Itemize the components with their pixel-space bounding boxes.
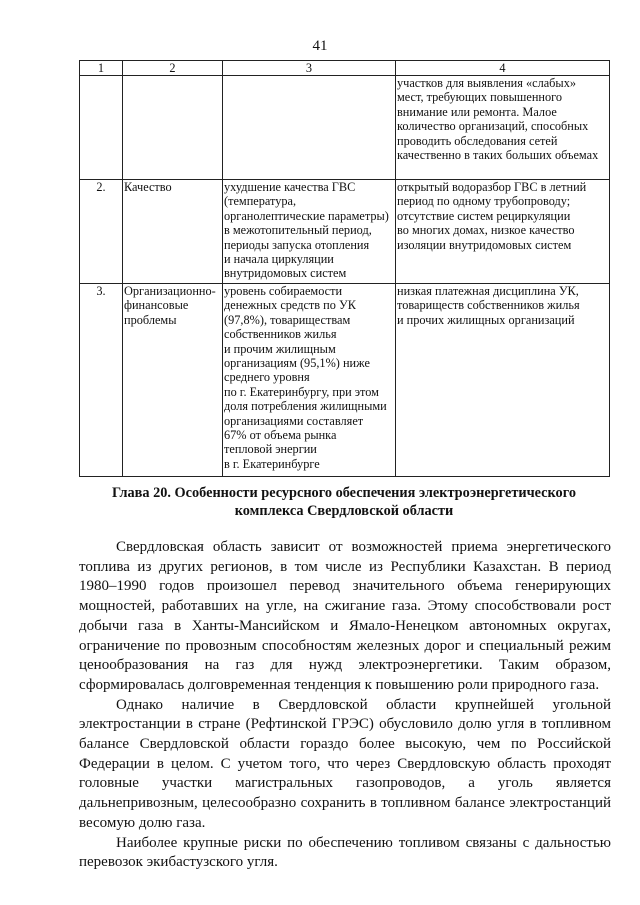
cell-line: доля потребления жилищными [224,399,387,414]
cell-line: (97,8%), товариществам [224,312,351,327]
page-number: 41 [312,38,328,54]
problems-table [79,60,610,477]
cell-line: проводить обследования сетей [397,133,558,148]
cell-line: участков для выявления «слабых» [397,76,576,90]
table-row [80,76,610,180]
table-header-row [80,61,610,76]
cell-line: денежных средств по УК [224,298,356,313]
cell-line: периоды запуска отопления [224,237,370,252]
paragraph: Свердловская область зависит от возможностей приема энергетического топлива из других регионов, в том числе из Республики Казахстан. В период 1980–1990 годов произошел перевод значительного объема генерирующих мощностей, работавших на угле, на сжигание газа. Этому способствовали рост добычи газа в Ханты-Мансийском и Ямало-Ненецком автономных округах, ограничение по провозным способностям железных дорог и специальный режим ценообразования на газ для нужд электроэнергетики. Таким образом, сформировалась долговременная тенденция к повышению роли природного газа. [79,539,611,693]
cell-line: период по одному трубопроводу; [397,194,571,209]
cell-line: качественно в таких больших объемах [397,148,599,163]
cell-line: изоляции внутридомовых систем [397,237,572,252]
cell-line: организациями составляет [224,413,364,428]
cell-line: в межотопительный период, [224,223,372,238]
cell-line: количество организаций, способных [397,119,589,134]
table-row [80,284,610,477]
cell-line: отсутствие систем рециркуляции [397,208,571,223]
paragraph: Наиболее крупные риски по обеспечению топливом связаны с дальностью перевозок экибастузского угля. [79,834,611,871]
problem-name [123,180,223,284]
row-number: 2. [80,180,123,284]
cell-line: собственников жилья [224,327,337,342]
chapter-title-line: Глава 20. Особенности ресурсного обеспечения электроэнергетического [111,485,576,501]
chapter-title-line: комплекса Свердловской области [234,503,454,519]
cell-line: финансовые [124,298,189,313]
chapter-title [79,484,609,520]
cell-line: Качество [124,180,172,194]
cell-line: открытый водоразбор ГВС в летний [397,180,587,194]
cell-line: и начала циркуляции [224,252,334,267]
cell-line: во многих домах, низкое качество [397,223,575,238]
cell-line: и прочих жилищных организаций [397,312,575,327]
column-header: 1 [80,61,123,76]
cell-line: по г. Екатеринбургу, при этом [224,384,379,399]
problem-description [223,284,396,477]
problem-description [223,180,396,284]
row-number: 3. [80,284,123,477]
cell-line: внутридомовых систем [224,266,347,281]
column-header: 3 [223,61,396,76]
cell-line: организациям (95,1%) ниже [224,356,370,371]
problem-cause [396,180,610,284]
body-text [79,538,611,873]
cell-line: Организационно- [124,284,216,298]
cell-line: в г. Екатеринбурге [224,456,320,471]
problem-cause [396,76,610,180]
problem-name [123,76,223,180]
table-row [80,180,610,284]
cell-line: ухудшение качества ГВС [224,180,356,194]
cell-line: органолептические параметры) [224,208,389,223]
cell-line: тепловой энергии [224,442,317,457]
row-number [80,76,123,180]
problem-description [223,76,396,180]
cell-line: уровень собираемости [224,284,343,298]
cell-line: мест, требующих повышенного [397,90,563,105]
cell-line: среднего уровня [224,370,310,385]
cell-line: проблемы [124,312,177,327]
cell-line: товариществ собственников жилья [397,298,580,313]
cell-line: 67% от объема рынка [224,428,337,443]
cell-line: (температура, [224,194,297,209]
cell-line: и прочим жилищным [224,341,336,356]
cell-line: внимание или ремонта. Малое [397,104,557,119]
problem-name [123,284,223,477]
column-header: 2 [123,61,223,76]
cell-line: низкая платежная дисциплина УК, [397,284,579,298]
column-header: 4 [396,61,610,76]
paragraph: Однако наличие в Свердловской области крупнейшей угольной электростанции в стране (Рефтинской ГРЭС) обусловило долю угля в топливном балансе Свердловской области гораздо более высокую, чем по Российской Федерации в целом. С учетом того, что через Свердловскую область проходят головные участки магистральных газопроводов, а уголь является дальнепривозным, целесообразно сохранить в топливном балансе электростанций весомую долю газа. [79,696,611,831]
problem-cause [396,284,610,477]
